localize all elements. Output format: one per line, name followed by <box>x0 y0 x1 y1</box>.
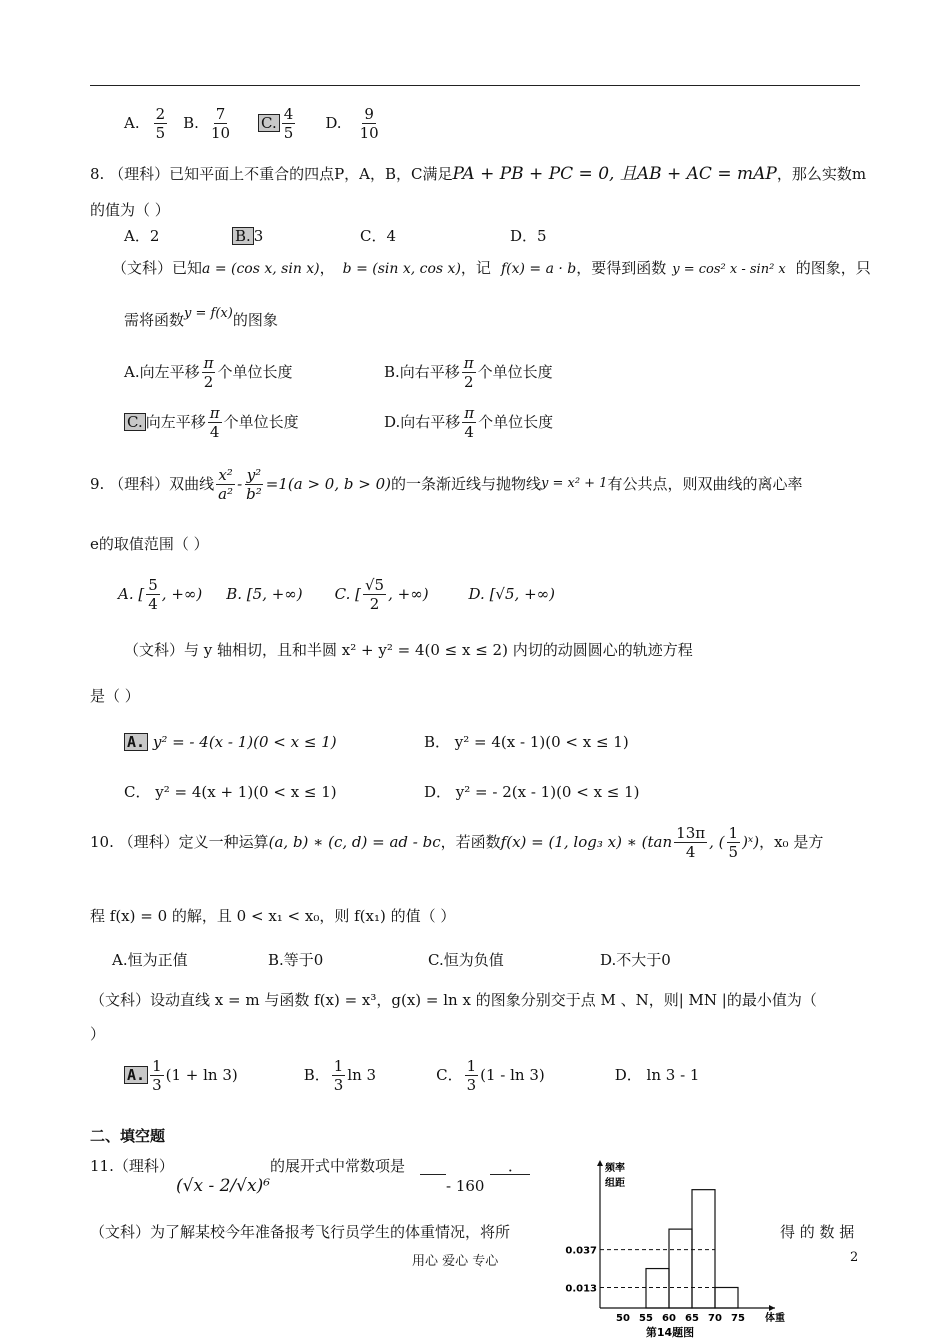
x-axis-arrow <box>769 1305 775 1311</box>
q9-y2-over-b2: $\frac{\text{y²}}{\text{b²}}$ <box>246 465 262 503</box>
q8-wen-text: ，要得到函数 <box>576 259 667 277</box>
q8-li-b-label-answer: B. <box>232 227 254 245</box>
q9-wen-line1: （文科）与 y 轴相切，且和半圆 x² + y² = 4(0 ≤ x ≤ 2) 内切的动圆圆心的轨迹方程 <box>124 641 693 659</box>
q7-a-label: A. <box>124 114 140 132</box>
q10-wen-a-label-answer: A. <box>124 1066 148 1084</box>
q9-li-prefix: 9. （理科）双曲线 <box>90 475 215 493</box>
q11-li-prefix: 11.（理科） <box>90 1157 174 1175</box>
q8-wen-mid: ，记 <box>460 259 491 277</box>
q10-li-opt-a: A.恒为正值 <box>112 951 188 969</box>
y-axis-arrow <box>597 1160 603 1166</box>
q8-li-opt-b <box>232 226 263 246</box>
q8-li-line1 <box>90 164 866 184</box>
q11-wen-text: （文科）为了解某校今年准备报考飞行员学生的体重情况，将所 <box>90 1223 511 1241</box>
q8-li-equation: PA + PB + PC = 0, 且AB + AC = mAP <box>452 164 777 184</box>
q8-wen-opt-c: C. 向左平移 $\frac{\pi}{4}$ 个单位长度 <box>124 402 299 442</box>
q9-wen-opt-c: C． y² = 4(x + 1)(0 < x ≤ 1) <box>124 783 337 801</box>
q9-wen-opt-d: D． y² = - 2(x - 1)(0 < x ≤ 1) <box>424 783 640 801</box>
q10-li-line1: 10. （理科）定义一种运算 (a, b) ∗ (c, d) = ad - bc ，若函数 f(x) = (1, log₃ x) ∗ (tan $\frac{13\pi}{4}$ , ( $\frac{1}{5}$ )ˣ) ，x₀ 是方 <box>90 823 824 861</box>
histogram-chart <box>560 1156 785 1342</box>
q10-li-opt-b: B.等于0 <box>268 951 324 969</box>
y-axis-label-top: 频率 <box>605 1163 625 1174</box>
x-tick-label-4: 70 <box>708 1313 722 1324</box>
q7-c-frac: $\frac{4}{5}$ <box>283 104 294 142</box>
q8-wen-prefix: （文科）已知 <box>112 259 203 277</box>
q10-li-function: f(x) = (1, log₃ x) ∗ (tan <box>500 833 673 851</box>
q8-li-suffix: ，那么实数m <box>776 165 867 183</box>
footer-slogan: 用心 爱心 专心 <box>412 1254 499 1269</box>
y-axis-label-bottom: 组距 <box>605 1178 625 1189</box>
q10-wen-line1: （文科）设动直线 x = m 与函数 f(x) = x³，g(x) = ln x 的图象分别交于点 M 、N，则| MN |的最小值为（ <box>90 991 817 1009</box>
q7-a-frac: $\frac{2}{5}$ <box>155 104 166 142</box>
q10-wen-options: A. $\frac{1}{3}$ (1 + ln 3) B． $\frac{1}{3}$ ln 3 C． $\frac{1}{3}$ (1 - ln 3) D． ln 3 - 1 <box>124 1052 699 1098</box>
q7-options <box>124 100 383 146</box>
x-tick-label-5: 75 <box>731 1313 745 1324</box>
q8-wen-opt-b: B.向右平移 $\frac{\pi}{2}$ 个单位长度 <box>384 353 553 391</box>
q9-wen-opt-a: A. y² = - 4(x - 1)(0 < x ≤ 1) <box>124 732 337 752</box>
y-tick-label-1: 0.037 <box>565 1245 597 1257</box>
q10-li-line2: 程 f(x) = 0 的解，且 0 < x₁ < x₀，则 f(x₁) 的值（ ） <box>90 907 456 925</box>
q9-wen-opt-b: B． y² = 4(x - 1)(0 < x ≤ 1) <box>424 733 629 751</box>
q8-wen-line2 <box>124 306 278 332</box>
x-tick-label-2: 60 <box>662 1313 676 1324</box>
q9-li-options: A. [ $\frac{5}{4}$ , +∞) B. [5, +∞) C. [ $\frac{√5}{2}$ , +∞) D. [√5, +∞) <box>118 575 555 613</box>
q7-b-label: B. <box>183 114 199 132</box>
q11-answer: - 160 <box>446 1177 485 1195</box>
q9-li-suffix: 有公共点，则双曲线的离心率 <box>607 475 803 493</box>
section-fill-in-blank-title: 二、填空题 <box>90 1127 166 1145</box>
q8-wen-opt-d: D.向右平移 $\frac{\pi}{4}$ 个单位长度 <box>384 403 554 441</box>
chart-title: 第14题图 <box>645 1326 695 1339</box>
q9-wen-a-label-answer: A. <box>124 733 148 751</box>
q9-li-mid: 的一条渐近线与抛物线 <box>390 475 541 493</box>
q7-d-label: D. <box>325 114 342 132</box>
q7-d-frac: $\frac{9}{10}$ <box>359 104 379 142</box>
x-tick-label-0: 50 <box>616 1313 630 1324</box>
q9-li-cond: =1(a > 0, b > 0) <box>265 475 391 493</box>
histogram-bar-3 <box>692 1190 715 1308</box>
q11-dot: ． <box>508 1157 524 1175</box>
q9-wen-line2: 是（ ） <box>90 687 140 705</box>
q10-li-operation: (a, b) ∗ (c, d) = ad - bc <box>268 833 441 851</box>
q8-wen-vector-a: a = (cos x, sin x) <box>202 261 320 277</box>
q9-li-parabola: y = x² + 1 <box>540 476 608 491</box>
q8-li-opt-d: D．5 <box>510 227 547 245</box>
q8-li-opt-a: A．2 <box>124 227 160 245</box>
x-axis-label: 体重 <box>765 1313 785 1324</box>
q11-li-expression: (√x - 2/√x)⁶ <box>176 1176 271 1196</box>
q8-li-prefix: 8. （理科）已知平面上不重合的四点P，A，B，C满足 <box>90 165 453 183</box>
q9-li-line1: 9. （理科）双曲线 $\frac{\text{x²}}{\text{a²}}$ - $\frac{\text{y²}}{\text{b²}}$ =1(a > 0, b > 0) 的一条渐近线与抛物线 y = x² + 1 有公共点，则双曲线的离心率 <box>90 465 803 503</box>
x-tick-label-1: 55 <box>639 1313 653 1324</box>
q9-li-line2: e的取值范围（ ） <box>90 535 209 553</box>
q7-c-label-answer: C. <box>258 114 280 132</box>
x-tick-label-3: 65 <box>685 1313 699 1324</box>
footer-page-number: 2 <box>850 1250 859 1265</box>
q10-wen-line2: ） <box>90 1025 106 1043</box>
q8-wen-line2-suffix: 的图象 <box>232 311 278 329</box>
q8-wen-line2-func: y = f(x) <box>184 306 233 321</box>
q11-blank-left <box>420 1174 446 1175</box>
histogram-bar-1 <box>646 1269 669 1308</box>
q10-li-opt-d: D.不大于0 <box>600 951 671 969</box>
q8-wen-f: f(x) = a · b <box>500 261 577 277</box>
histogram-bar-2 <box>669 1229 692 1308</box>
q8-wen-line2-prefix: 需将函数 <box>124 311 185 329</box>
q11-li-text: 的展开式中常数项是 <box>270 1157 406 1175</box>
q8-wen-vector-b: b = (sin x, cos x) <box>342 261 461 277</box>
q8-wen-opt-a: A.向左平移 $\frac{\pi}{2}$ 个单位长度 <box>124 353 293 391</box>
header-rule <box>90 85 860 86</box>
q8-li-b-value: 3 <box>253 227 264 245</box>
q8-wen-c-label-answer: C. <box>124 413 146 431</box>
y-tick-label-0: 0.013 <box>565 1283 597 1295</box>
q11-wen-tail: 得 的 数 据 <box>780 1223 855 1241</box>
q8-li-line2: 的值为（ ） <box>90 201 170 219</box>
q8-wen-y: y = cos² x - sin² x <box>672 262 786 277</box>
q9-x2-over-a2: $\frac{\text{x²}}{\text{a²}}$ <box>218 465 234 503</box>
q7-b-frac: $\frac{7}{10}$ <box>210 104 231 142</box>
q8-wen-suffix: 的图象，只 <box>795 259 871 277</box>
q8-wen-line1: （文科）已知a = (cos x, sin x)， b = (sin x, cos x)，记 f(x) = a · b，要得到函数 y = cos² x - sin² x 的图象，只 <box>112 259 871 277</box>
q10-li-opt-c: C.恒为负值 <box>428 951 504 969</box>
q8-li-opt-c: C．4 <box>360 227 397 245</box>
histogram-bar-4 <box>715 1287 738 1308</box>
